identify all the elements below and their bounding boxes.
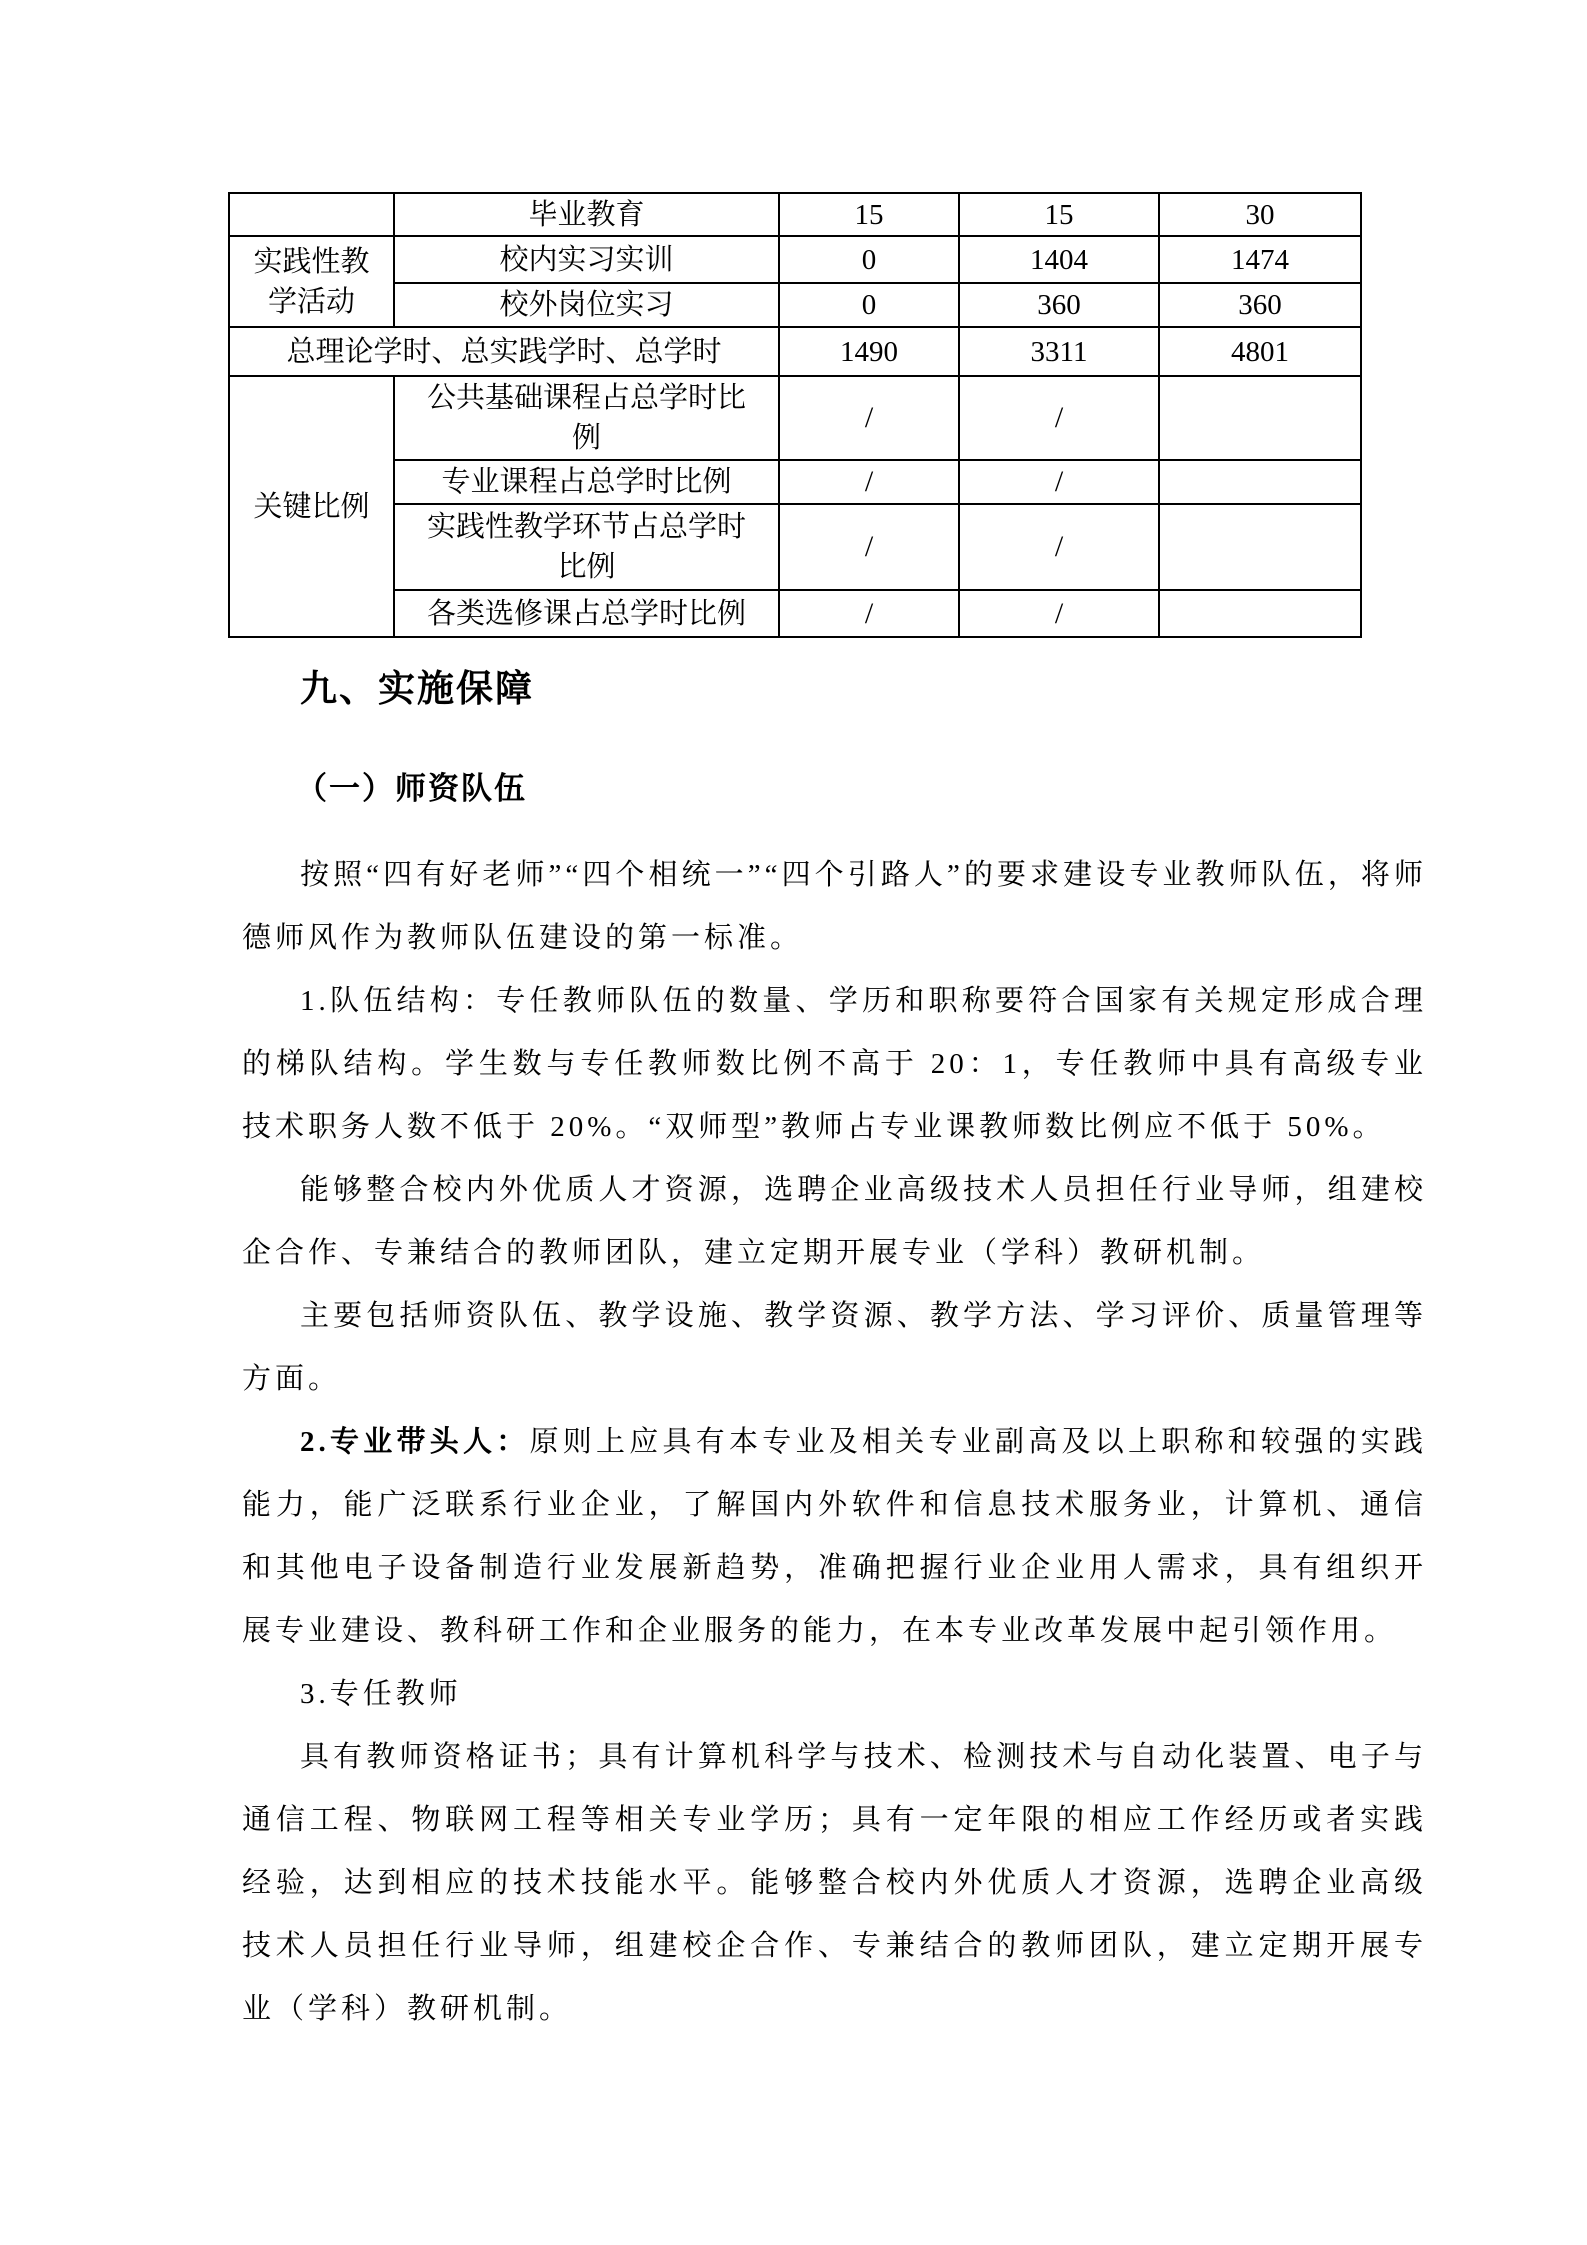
table-cell-value: / bbox=[779, 590, 959, 637]
table-cell-value: 30 bbox=[1159, 193, 1361, 236]
table-cell-value: / bbox=[959, 376, 1159, 460]
table-cell-value: / bbox=[959, 504, 1159, 590]
paragraph-text: 原则上应具有本专业及相关专业副高及以上职称和较强的实践能力，能广泛联系行业企业，了解国内外软件和信息技术服务业，计算机、通信和其他电子设备制造行业发展新趋势，准确把握行业企业用人需求，具有组织开展专业建设、教科研工作和企业服务的能力，在本专业改革发展中起引领作用。 bbox=[242, 1426, 1427, 1647]
table-row bbox=[229, 193, 1361, 236]
paragraph-text: 主要包括师资队伍、教学设施、教学资源、教学方法、学习评价、质量管理等方面。 bbox=[242, 1300, 1427, 1395]
table-cell-item: 实践性教学环节占总学时比例 bbox=[394, 504, 779, 590]
paragraph bbox=[242, 970, 1427, 1159]
table-cell-category-key-ratio: 关键比例 bbox=[229, 376, 394, 637]
table-cell-value: / bbox=[959, 460, 1159, 504]
table-row bbox=[229, 460, 1361, 504]
paragraph-text: 按照“四有好老师”“四个相统一”“四个引路人”的要求建设专业教师队伍，将师德师风作为教师队伍建设的第一标准。 bbox=[242, 859, 1427, 954]
paragraph bbox=[242, 1285, 1427, 1411]
table-cell-value: / bbox=[959, 590, 1159, 637]
table-cell-value: 15 bbox=[959, 193, 1159, 236]
paragraph-text: 能够整合校内外优质人才资源，选聘企业高级技术人员担任行业导师，组建校企合作、专兼结合的教师团队，建立定期开展专业（学科）教研机制。 bbox=[242, 1174, 1427, 1269]
table-cell-value: / bbox=[779, 460, 959, 504]
table-cell-totals-label: 总理论学时、总实践学时、总学时 bbox=[229, 327, 779, 376]
paragraph bbox=[242, 1663, 1427, 1726]
table-row bbox=[229, 236, 1361, 283]
table-cell-value: 360 bbox=[1159, 283, 1361, 327]
paragraph bbox=[242, 1411, 1427, 1663]
table-cell-value bbox=[1159, 460, 1361, 504]
table-cell-value: 1474 bbox=[1159, 236, 1361, 283]
table-cell-value: 0 bbox=[779, 236, 959, 283]
table-row bbox=[229, 283, 1361, 327]
paragraph bbox=[242, 1159, 1427, 1285]
table-cell-item: 校内实习实训 bbox=[394, 236, 779, 283]
paragraph-text: 具有教师资格证书；具有计算机科学与技术、检测技术与自动化装置、电子与通信工程、物联网工程等相关专业学历；具有一定年限的相应工作经历或者实践经验，达到相应的技术技能水平。能够整合校内外优质人才资源，选聘企业高级技术人员担任行业导师，组建校企合作、专兼结合的教师团队，建立定期开展专业（学科）教研机制。 bbox=[242, 1741, 1427, 2025]
table-cell-item: 毕业教育 bbox=[394, 193, 779, 236]
table-row bbox=[229, 327, 1361, 376]
table-cell-value: / bbox=[779, 504, 959, 590]
table-cell-empty-category bbox=[229, 193, 394, 236]
table-cell-value bbox=[1159, 376, 1361, 460]
table-cell-item: 各类选修课占总学时比例 bbox=[394, 590, 779, 637]
table-row bbox=[229, 504, 1361, 590]
table-cell-value: 0 bbox=[779, 283, 959, 327]
table-cell-item: 专业课程占总学时比例 bbox=[394, 460, 779, 504]
table-row bbox=[229, 590, 1361, 637]
paragraph-lead: 2.专业带头人： bbox=[300, 1426, 530, 1458]
table-row bbox=[229, 376, 1361, 460]
table-cell-value: 1490 bbox=[779, 327, 959, 376]
table-cell-value: 3311 bbox=[959, 327, 1159, 376]
table-cell-value bbox=[1159, 590, 1361, 637]
table-cell-value bbox=[1159, 504, 1361, 590]
paragraph-text: 1.队伍结构：专任教师队伍的数量、学历和职称要符合国家有关规定形成合理的梯队结构。学生数与专任教师数比例不高于 20：1，专任教师中具有高级专业技术职务人数不低于 20%。“双师型”教师占专业课教师数比例应不低于 50%。 bbox=[242, 985, 1427, 1143]
section-heading: 九、实施保障 bbox=[300, 668, 534, 709]
paragraph bbox=[242, 844, 1427, 970]
paragraph-text: 3.专任教师 bbox=[300, 1678, 462, 1710]
subsection-heading: （一）师资队伍 bbox=[296, 771, 527, 806]
body-text bbox=[242, 844, 1427, 2041]
table-cell-value: 15 bbox=[779, 193, 959, 236]
table-cell-category-practice: 实践性教学活动 bbox=[229, 236, 394, 327]
paragraph bbox=[242, 1726, 1427, 2041]
table-cell-value: / bbox=[779, 376, 959, 460]
table-cell-item: 公共基础课程占总学时比例 bbox=[394, 376, 779, 460]
table-cell-value: 1404 bbox=[959, 236, 1159, 283]
table-cell-value: 360 bbox=[959, 283, 1159, 327]
curriculum-hours-table bbox=[228, 192, 1362, 638]
table-cell-value: 4801 bbox=[1159, 327, 1361, 376]
table-cell-item: 校外岗位实习 bbox=[394, 283, 779, 327]
